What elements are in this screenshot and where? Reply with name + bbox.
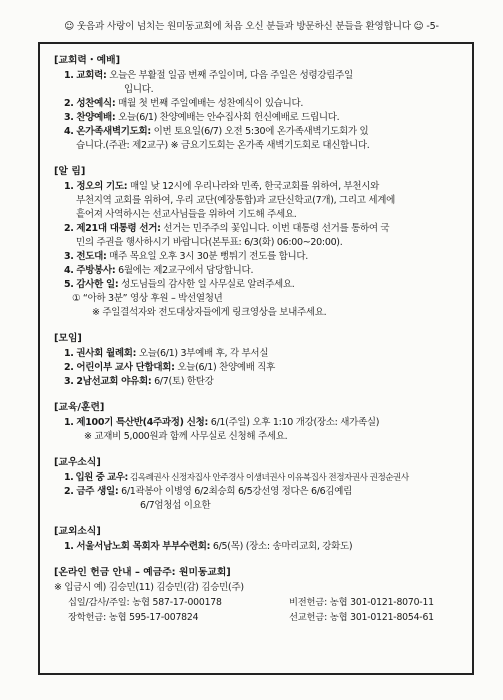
item-text: 오늘(6/1) 3부예배 후, 각 부서실 — [138, 348, 269, 359]
item-heading: 감사한 일: — [76, 279, 119, 290]
item-heading: 전도대: — [76, 251, 107, 262]
section-members — [54, 456, 462, 513]
education-item-1 — [54, 416, 462, 430]
bank-account-scholarship: 장학헌금: 농협 595-17-007824 — [68, 612, 199, 623]
item-heading: 입원 중 교우: — [75, 472, 128, 483]
item-text: 매일 낮 12시에 우리나라와 민족, 한국교회를 위하여, 부천시와 — [130, 181, 380, 192]
item-text: 오늘(6/1) 찬양예배는 안수집사회 헌신예배로 드립니다. — [118, 112, 340, 123]
notice-item-1 — [54, 180, 462, 194]
bank-row-2 — [54, 610, 462, 625]
item-text: 6/1(주일) 오후 1:10 개강(장소: 새가족실) — [210, 417, 380, 428]
notice-item-5-sub1: ① “아하 3분” 영상 후원 – 박선열청년 — [72, 293, 223, 304]
item-heading: 금주 생일: — [76, 486, 119, 497]
notice-item-2-cont: 민의 주권을 행사하시기 바랍니다(본투표: 6/3(화) 06:00~20:00). — [76, 237, 343, 248]
item-heading: 어린이부 교사 단합대회: — [76, 362, 175, 373]
item-text: 이번 토요일(6/7) 오전 5:30에 온가족새벽기도회가 있 — [153, 126, 369, 137]
notice-item-5 — [54, 278, 462, 292]
item-text: 6/7(토) 한탄강 — [154, 376, 214, 387]
item-heading: 찬양예배: — [76, 112, 116, 123]
section-title-meetings: [모임] — [54, 333, 82, 344]
section-bank — [54, 566, 462, 625]
section-worship — [54, 54, 462, 153]
notice-item-4 — [54, 264, 462, 278]
section-external — [54, 525, 462, 554]
section-title-notices: [알 림] — [54, 166, 86, 177]
section-title-education: [교육/훈련] — [54, 402, 105, 413]
notice-item-2 — [54, 222, 462, 236]
item-number: 1. — [64, 348, 74, 359]
page-header: ☺ 웃음과 사랑이 넘치는 원미동교회에 처음 오신 분들과 방문하신 분들을 환영합니다 ☺ -5- — [64, 21, 439, 32]
item-number: 3. — [64, 112, 74, 123]
item-number: 4. — [64, 265, 74, 276]
section-notices — [54, 165, 462, 320]
item-heading: 정오의 기도: — [76, 181, 128, 192]
item-number: 1. — [64, 541, 74, 552]
worship-item-3 — [54, 111, 462, 125]
members-item-2 — [54, 485, 462, 499]
worship-item-1-cont: 입니다. — [124, 84, 154, 95]
external-item-1 — [54, 540, 462, 554]
item-heading: 성찬예식: — [76, 98, 116, 109]
item-number: 1. — [64, 70, 74, 81]
item-text: 6월에는 제2교구에서 담당합니다. — [118, 265, 254, 276]
section-title-external: [교외소식] — [54, 526, 101, 537]
worship-item-4 — [54, 125, 462, 139]
item-number: 1. — [64, 472, 74, 483]
section-meetings — [54, 332, 462, 389]
worship-item-1 — [54, 69, 462, 83]
item-number: 5. — [64, 279, 74, 290]
item-heading: 권사회 월례회: — [76, 348, 137, 359]
item-heading: 서울서남노회 목회자 부부수련회: — [76, 541, 211, 552]
section-title-members: [교우소식] — [54, 457, 101, 468]
item-text: 오늘(6/1) 찬양예배 직후 — [177, 362, 276, 373]
notice-item-5-sub2: ※ 주일결석자와 전도대상자들에게 링크영상을 보내주세요. — [92, 307, 327, 318]
item-number: 2. — [64, 362, 74, 373]
bank-account-vision: 비전헌금: 농협 301-0121-8070-11 — [289, 597, 434, 608]
item-heading: 제100기 특산반(4주과정) 신청: — [76, 417, 208, 428]
item-text: 선거는 민주주의 꽃입니다. 이번 대통령 선거를 통하여 국 — [163, 223, 390, 234]
worship-item-2 — [54, 97, 462, 111]
notice-item-3 — [54, 250, 462, 264]
item-number: 2. — [64, 223, 74, 234]
item-heading: 2남선교회 야유회: — [76, 376, 152, 387]
item-text: 매월 첫 번째 주일예배는 성찬예식이 있습니다. — [118, 98, 304, 109]
item-heading: 온가족새벽기도회: — [76, 126, 151, 137]
section-title-bank: [온라인 헌금 안내 – 예금주: 원미동교회] — [54, 567, 231, 578]
item-number: 4. — [64, 126, 74, 137]
item-text: 오늘은 부활절 일곱 번째 주일이며, 다음 주일은 성령강림주일 — [109, 70, 353, 81]
meeting-item-3 — [54, 375, 462, 389]
item-text: 김옥례권사 신정자집사 안주경사 이생녀권사 이유복집사 전정자권사 권정순권사 — [130, 473, 409, 483]
members-item-2-cont: 6/7엄청섭 이요한 — [140, 500, 211, 511]
item-number: 1. — [64, 417, 74, 428]
item-number: 2. — [64, 486, 74, 497]
item-text: 매주 목요일 오후 3시 30분 뻥튀기 전도를 합니다. — [109, 251, 309, 262]
item-number: 2. — [64, 98, 74, 109]
notice-item-1-cont2: 흩어져 사역하시는 선교사님들을 위하여 기도해 주세요. — [76, 209, 297, 220]
notice-item-1-cont1: 부천지역 교회를 위하여, 우리 교단(예장통합)과 교단신학교(7개), 그리고 세계에 — [76, 195, 396, 206]
bulletin-frame — [38, 42, 474, 675]
item-text: 6/1곽봉아 이병영 6/2최승희 6/5강선영 정다은 6/6김예림 — [121, 486, 353, 497]
meeting-item-2 — [54, 361, 462, 375]
item-heading: 주방봉사: — [76, 265, 116, 276]
item-number: 3. — [64, 251, 74, 262]
section-education — [54, 401, 462, 444]
members-item-1 — [54, 471, 462, 485]
section-title-worship: [교회력・예배] — [54, 55, 121, 66]
bank-account-tithe: 십일/감사/주일: 농협 587-17-000178 — [68, 597, 222, 608]
item-text: 성도님들의 감사한 일 사무실로 알려주세요. — [121, 279, 295, 290]
bank-line-1: ※ 입금시 예) 김승민(11) 김승민(감) 김승민(주) — [54, 582, 244, 593]
item-number: 3. — [64, 376, 74, 387]
education-item-1-sub: ※ 교재비 5,000원과 함께 사무실로 신청해 주세요. — [84, 431, 288, 442]
item-heading: 교회력: — [76, 70, 107, 81]
item-text: 6/5(목) (장소: 송마리교회, 강화도) — [212, 541, 353, 552]
bank-account-mission: 선교헌금: 농협 301-0121-8054-61 — [289, 612, 434, 623]
bank-row-1 — [54, 595, 462, 610]
item-heading: 제21대 대통령 선거: — [76, 223, 161, 234]
item-number: 1. — [64, 181, 74, 192]
worship-item-4-cont: 습니다.(주관: 제2교구) ※ 금요기도회는 온가족 새벽기도회로 대신합니다. — [76, 140, 370, 151]
meeting-item-1 — [54, 347, 462, 361]
